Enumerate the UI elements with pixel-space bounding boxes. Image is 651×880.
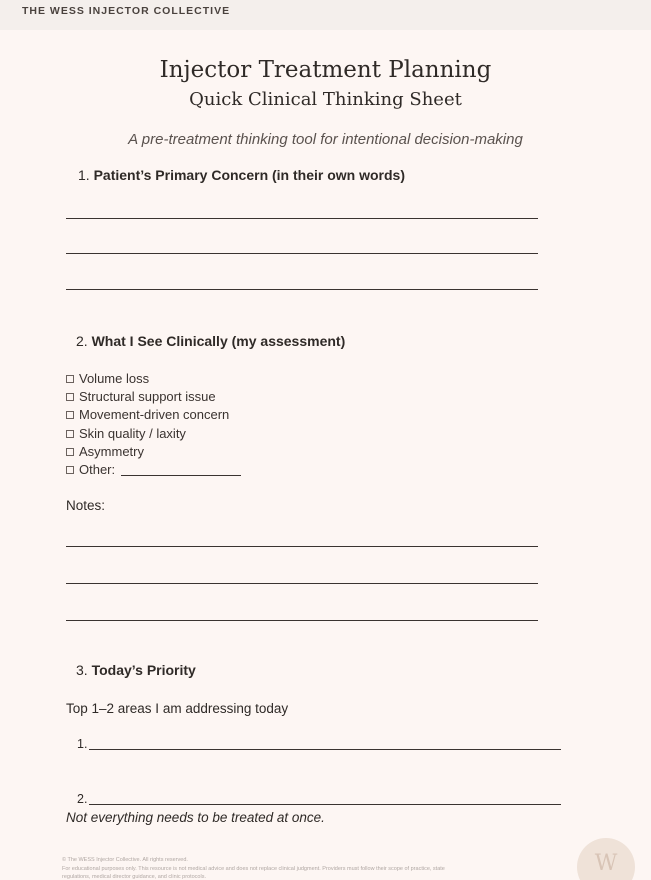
checkbox-label: Other: <box>79 462 116 477</box>
page-subtitle: Quick Clinical Thinking Sheet <box>189 89 462 110</box>
section-1-heading <box>78 167 405 183</box>
footer-copyright: © The WESS Injector Collective. All rights reserved. <box>62 857 188 863</box>
concern-line-2[interactable] <box>66 253 538 254</box>
section-1-title: Patient’s Primary Concern (in their own words) <box>93 167 406 183</box>
checkbox-label: Asymmetry <box>79 444 144 459</box>
checkbox-icon <box>66 466 74 474</box>
footer-disclaimer-line-2: regulations, medical director guidance, and clinic protocols. <box>62 874 206 880</box>
checkbox-volume-loss[interactable] <box>66 371 149 386</box>
brand-logo-icon: W <box>577 838 635 880</box>
checkbox-structural-support[interactable] <box>66 389 216 404</box>
other-field-line[interactable] <box>121 475 241 476</box>
checkbox-asymmetry[interactable] <box>66 444 144 459</box>
priority-item-2-number: 2. <box>77 792 88 806</box>
section-3-title: Today’s Priority <box>91 662 196 678</box>
concern-line-3[interactable] <box>66 289 538 290</box>
section-3-heading <box>76 662 196 678</box>
checkbox-label: Volume loss <box>79 371 150 386</box>
notes-line-3[interactable] <box>66 620 538 621</box>
checkbox-icon <box>66 448 74 456</box>
checkbox-skin-quality[interactable] <box>66 426 186 441</box>
notes-line-1[interactable] <box>66 546 538 547</box>
checkbox-label: Movement-driven concern <box>79 407 230 422</box>
checkbox-icon <box>66 375 74 383</box>
brand-name: THE WESS INJECTOR COLLECTIVE <box>22 5 231 17</box>
checkbox-icon <box>66 393 74 401</box>
checkbox-label: Skin quality / laxity <box>79 426 186 441</box>
section-3-number: 3. <box>76 662 88 678</box>
checkbox-icon <box>66 411 74 419</box>
priority-line-2[interactable] <box>89 804 561 805</box>
checkbox-movement-driven[interactable] <box>66 407 229 422</box>
notes-line-2[interactable] <box>66 583 538 584</box>
closing-note: Not everything needs to be treated at once. <box>66 810 325 825</box>
section-2-heading <box>76 333 345 349</box>
notes-label: Notes: <box>66 498 106 513</box>
checkbox-other[interactable] <box>66 462 115 477</box>
page-title: Injector Treatment Planning <box>159 57 492 83</box>
tagline: A pre-treatment thinking tool for intentional decision-making <box>128 131 523 148</box>
priority-line-1[interactable] <box>89 749 561 750</box>
concern-line-1[interactable] <box>66 218 538 219</box>
priority-item-1-number: 1. <box>77 737 88 751</box>
top-bar <box>0 0 651 30</box>
section-1-number: 1. <box>78 167 90 183</box>
priority-prompt: Top 1–2 areas I am addressing today <box>66 701 289 716</box>
checkbox-label: Structural support issue <box>79 389 216 404</box>
checkbox-icon <box>66 430 74 438</box>
section-2-number: 2. <box>76 333 88 349</box>
footer-disclaimer-line-1: For educational purposes only. This resource is not medical advice and does not replace clinical judgment. Providers must follow their scope of practice, state <box>62 866 445 872</box>
section-2-title: What I See Clinically (my assessment) <box>91 333 346 349</box>
